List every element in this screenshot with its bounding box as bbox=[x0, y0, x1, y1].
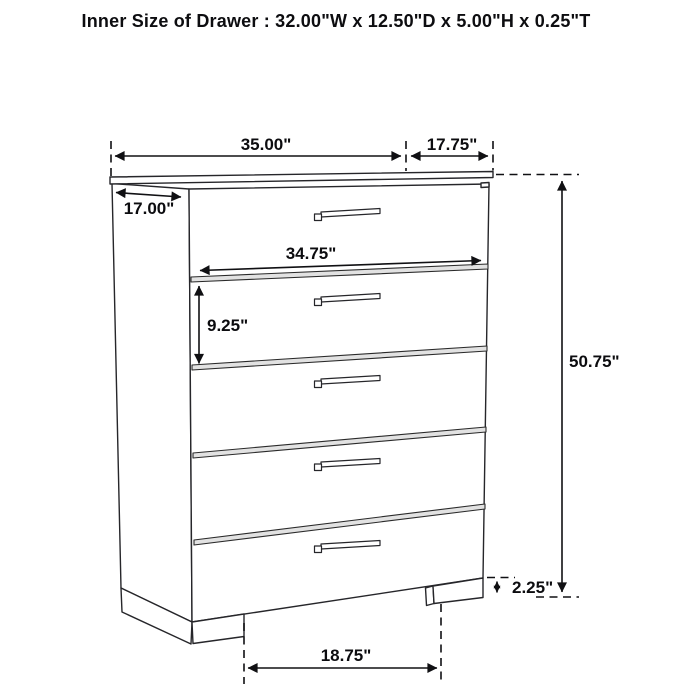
top-mount-bracket bbox=[481, 183, 489, 188]
dimension-label-overall-height: 50.75" bbox=[569, 352, 620, 371]
dimension-label-side-depth: 17.00" bbox=[123, 199, 175, 218]
dimension-label-top-width: 35.00" bbox=[240, 135, 292, 154]
chest-top-panel bbox=[110, 172, 493, 185]
chest-side-panel bbox=[112, 184, 192, 623]
dimension-label-drawer-height: 9.25" bbox=[207, 316, 249, 335]
dimension-top-width bbox=[111, 135, 493, 176]
dimension-foot-height bbox=[487, 578, 553, 598]
dimension-label-drawer-width: 34.75" bbox=[285, 244, 337, 263]
chest-body bbox=[110, 172, 493, 645]
dimension-label-top-depth: 17.75" bbox=[426, 135, 478, 154]
dimension-foot-spacing bbox=[244, 604, 441, 684]
dimension-label-foot-spacing: 18.75" bbox=[320, 646, 372, 665]
chest-front-panel bbox=[189, 184, 489, 622]
page-title: Inner Size of Drawer : 32.00"W x 12.50"D x 5.00"H x 0.25"T bbox=[81, 11, 591, 31]
dimension-label-foot-height: 2.25" bbox=[512, 578, 554, 597]
dimension-overall-height bbox=[496, 175, 620, 598]
